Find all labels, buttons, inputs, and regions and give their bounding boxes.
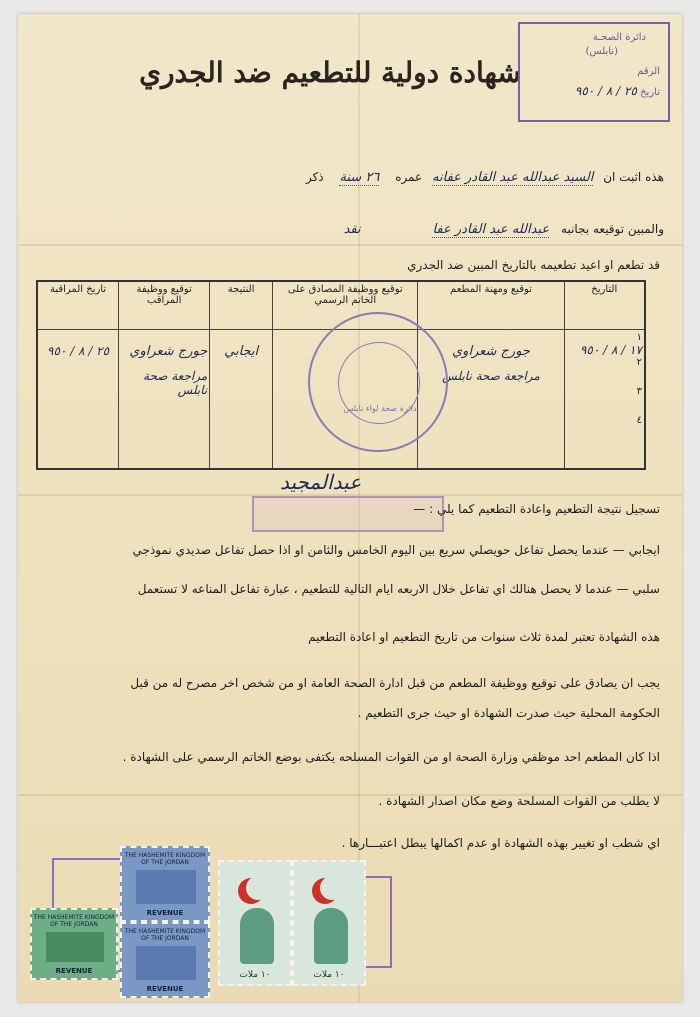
- paragraph-government: الحكومة المحلية حيث صدرت الشهادة او حيث جرى التطعيم .: [357, 706, 660, 720]
- cell-result: [210, 329, 273, 469]
- row-number: ٢: [636, 356, 642, 368]
- signature-handwritten: عبدالله عبد القادر عفا: [432, 222, 550, 237]
- paragraph-armed-forces: لا يطلب من القوات المسلحة وضع مكان اصدار الشهادة .: [378, 794, 660, 808]
- hw-vaccinator2: مراجعة صحة نابلس: [442, 368, 540, 383]
- date-row: [575, 84, 660, 98]
- age-label: عمره: [395, 170, 423, 184]
- name-handwritten: السيد عبدالله عبد القادر عفانه: [432, 170, 594, 185]
- paragraph-verification: يجب ان يصادق على توقيع ووظيفة المطعم من قبل ادارة الصحة العامة او من شخص اخر مصرح له من قبل: [130, 676, 660, 690]
- hw-date: ١٧ / ٨ / ٩٥٠: [579, 342, 642, 357]
- stamp-kingdom: THE HASHEMITE KINGDOM OF THE JORDAN: [33, 914, 115, 928]
- age-handwritten: ٢٦ سنة: [339, 170, 380, 185]
- hw-result: ايجابي: [224, 343, 259, 359]
- row-number: ٣: [636, 385, 642, 397]
- row-number: ١: [636, 331, 642, 343]
- blue-revenue-stamp: [120, 846, 210, 922]
- cell-observer: [119, 329, 210, 469]
- blue-revenue-stamp: [120, 922, 210, 998]
- stamp-kingdom: THE HASHEMITE KINGDOM OF THE JORDAN: [124, 928, 206, 942]
- line-vaccinated: قد تطعم او اعيد تطعيمه بالتاريخ المبين ضد الجدري: [407, 258, 660, 272]
- hw-observer1: جورج شعراوي: [129, 343, 208, 359]
- office-line1: دائرة الصحـة: [592, 32, 646, 43]
- green-revenue-stamp: [30, 908, 118, 980]
- date-label: تاريخ: [640, 87, 660, 98]
- line2-prefix: والمبين توقيعه بجانبه: [561, 222, 664, 236]
- header-observer: توقيع ووظيفة المراقب: [119, 281, 210, 329]
- paragraph-positive: ايجابي — عندما يحصل تفاعل حويصلي سريع بين اليوم الخامس والثامن او اذا حصل تفاعل صديدي نموذجي: [132, 543, 660, 557]
- paragraph-negative: سلبي — عندما لا يحصل هنالك اي تفاعل خلال الاربعه ايام التالية للتطعيم ، عبارة تفاعل المناعه لا تستعمل: [137, 582, 660, 596]
- middle-signature: عبدالمجيد: [280, 470, 362, 494]
- header-result: النتيجة: [210, 281, 273, 329]
- crescent-cutout: [320, 876, 344, 900]
- gender-label: ذكر: [305, 170, 324, 184]
- stamp-revenue: REVENUE: [55, 967, 93, 975]
- stamp-mils: ١٠ ملات: [313, 970, 345, 980]
- seal-text: دائرة صحة لواء نابلس: [343, 404, 417, 413]
- date-handwritten: ٢٥ / ٨ / ٩٥٠: [574, 84, 637, 98]
- paragraph-ministry: اذا كان المطعم احد موظفي وزارة الصحة او من القوات المسلحه يكتفى بوضع الخاتم الرسمي على الشهادة .: [122, 750, 660, 764]
- stamp-revenue: REVENUE: [146, 985, 184, 993]
- header-date: التاريخ: [564, 281, 645, 329]
- stamp-building-icon: [136, 946, 196, 980]
- stamp-building-icon: [136, 870, 196, 904]
- certificate-title: شهادة دولية للتطعيم ضد الجدري: [139, 56, 521, 89]
- header-observe-date: تاريخ المراقبة: [37, 281, 119, 329]
- line-signature: [104, 222, 664, 238]
- cell-observe-date: [37, 329, 119, 469]
- hw-observer2: مراجعة صحة نابلس: [143, 368, 208, 397]
- stamp-mils: ١٠ ملات: [239, 970, 271, 980]
- fold-line: [18, 244, 682, 246]
- nurse-figure-icon: [314, 908, 348, 964]
- nurse-figure-icon: [240, 908, 274, 964]
- cell-date: [564, 329, 645, 469]
- hw-observe-date: ٢٥ / ٨ / ٩٥٠: [47, 343, 110, 358]
- mark-handwritten: نقد: [343, 222, 361, 237]
- header-verifier: توقيع ووظيفة المصادق على الخاتم الرسمي: [273, 281, 418, 329]
- office-line2: (نابلس): [585, 46, 618, 57]
- hw-vaccinator1: جورج شعراوي: [452, 343, 530, 359]
- line1-prefix: هذه اثبت ان: [603, 170, 664, 184]
- header-vaccinator: توقيع ومهنة المطعم: [418, 281, 564, 329]
- record-label: تسجيل نتيجة التطعيم واعادة التطعيم كما يلي : —: [413, 502, 660, 516]
- red-crescent-stamp: [292, 860, 366, 986]
- paragraph-amendment: اي شطب او تغيير بهذه الشهادة او عدم اكمالها يبطل اعتبـــارها .: [341, 836, 660, 850]
- stamp-revenue: REVENUE: [146, 909, 184, 917]
- line-name: [104, 170, 664, 186]
- stamp-kingdom: THE HASHEMITE KINGDOM OF THE JORDAN: [124, 852, 206, 866]
- crescent-cutout: [246, 876, 270, 900]
- official-seal: [308, 312, 448, 452]
- paragraph-validity: هذه الشهادة تعتبر لمدة ثلاث سنوات من تاريخ التطعيم او اعادة التطعيم: [308, 630, 660, 644]
- number-label: الرقم: [637, 66, 660, 77]
- stamp-building-icon: [46, 932, 104, 962]
- row-number: ٤: [636, 414, 642, 426]
- red-crescent-stamp: [218, 860, 292, 986]
- office-stamp: [518, 22, 670, 122]
